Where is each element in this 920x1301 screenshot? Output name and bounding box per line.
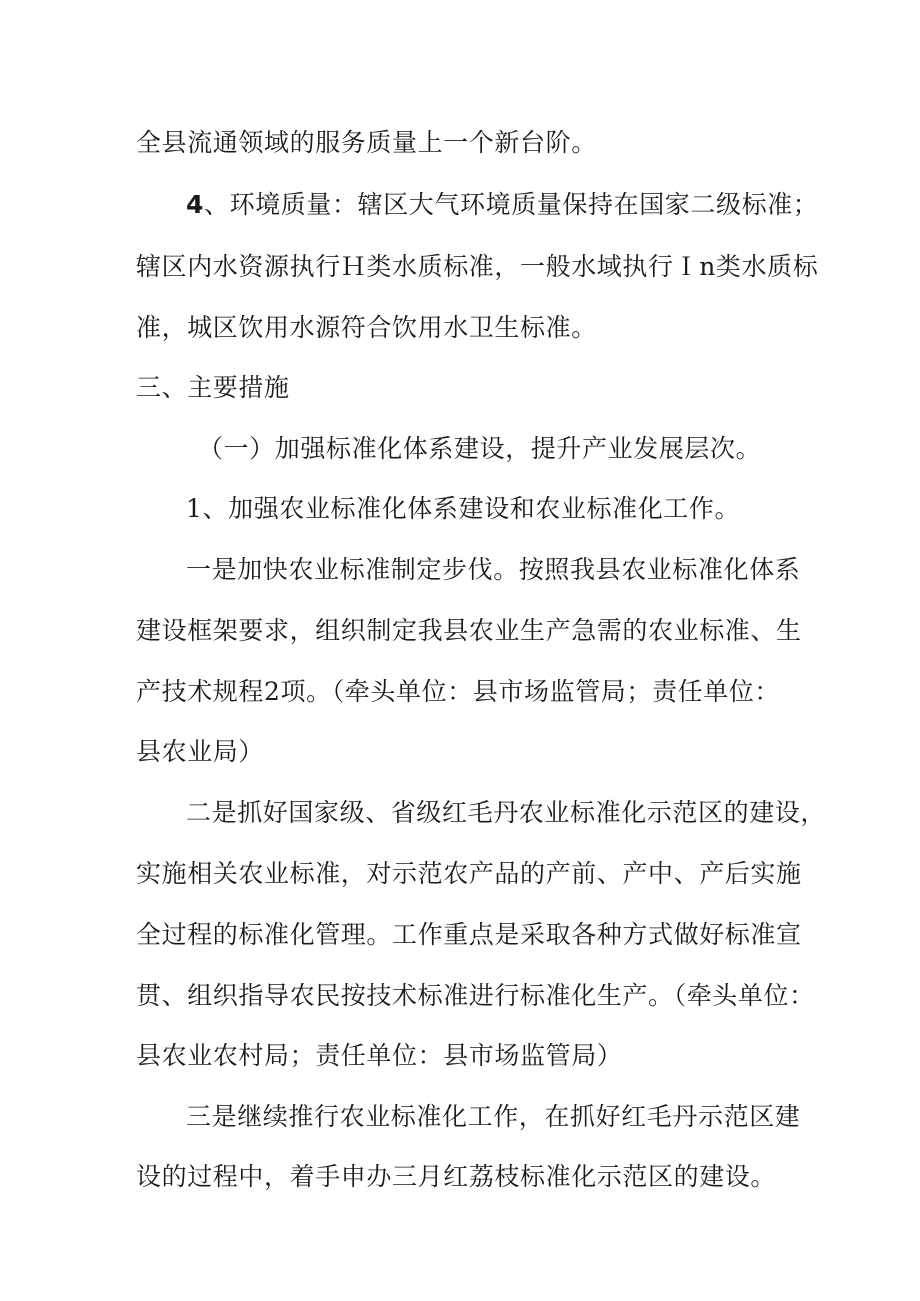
item-number: 4	[186, 190, 204, 219]
paragraph-line: 贯、组织指导农民按技术标准进行标准化生产。（牵头单位：	[136, 981, 815, 1010]
paragraph-line: 实施相关农业标准，对示范农产品的产前、产中、产后实施	[136, 859, 802, 888]
paragraph-line: 县农业局）	[136, 737, 265, 766]
paragraph-line: 三是继续推行农业标准化工作，在抓好红毛丹示范区建	[186, 1102, 801, 1131]
subsection-heading: （一）加强标准化体系建设，提升产业发展层次。	[198, 434, 762, 463]
paragraph-line: 一是加快农业标准制定步伐。按照我县农业标准化体系	[186, 555, 801, 584]
paragraph-line: 产技术规程2项。（牵头单位：县市场监管局；责任单位：	[136, 677, 781, 706]
paragraph-line: 二是抓好国家级、省级红毛丹农业标准化示范区的建设，	[186, 798, 827, 827]
section-heading: 三、主要措施	[136, 373, 290, 402]
paragraph-line: 县农业农村局；责任单位：县市场监管局）	[136, 1041, 623, 1070]
paragraph-line: 全县流通领域的服务质量上一个新台阶。	[136, 128, 597, 157]
paragraph-line: 建设框架要求，组织制定我县农业生产急需的农业标准、生	[136, 616, 802, 645]
paragraph-text: 、环境质量：辖区大气环境质量保持在国家二级标准；	[204, 190, 819, 219]
paragraph-line: 辖区内水资源执行Ｈ类水质标准，一般水域执行Ｉn类水质标	[136, 252, 819, 281]
paragraph-line: 全过程的标准化管理。工作重点是采取各种方式做好标准宣	[136, 920, 802, 949]
item-heading: 1、加强农业标准化体系建设和农业标准化工作。	[186, 494, 741, 523]
paragraph-line: 设的过程中，着手申办三月红荔枝标准化示范区的建设。	[136, 1162, 777, 1191]
paragraph-line	[186, 190, 866, 220]
paragraph-line: 准，城区饮用水源符合饮用水卫生标准。	[136, 313, 597, 342]
